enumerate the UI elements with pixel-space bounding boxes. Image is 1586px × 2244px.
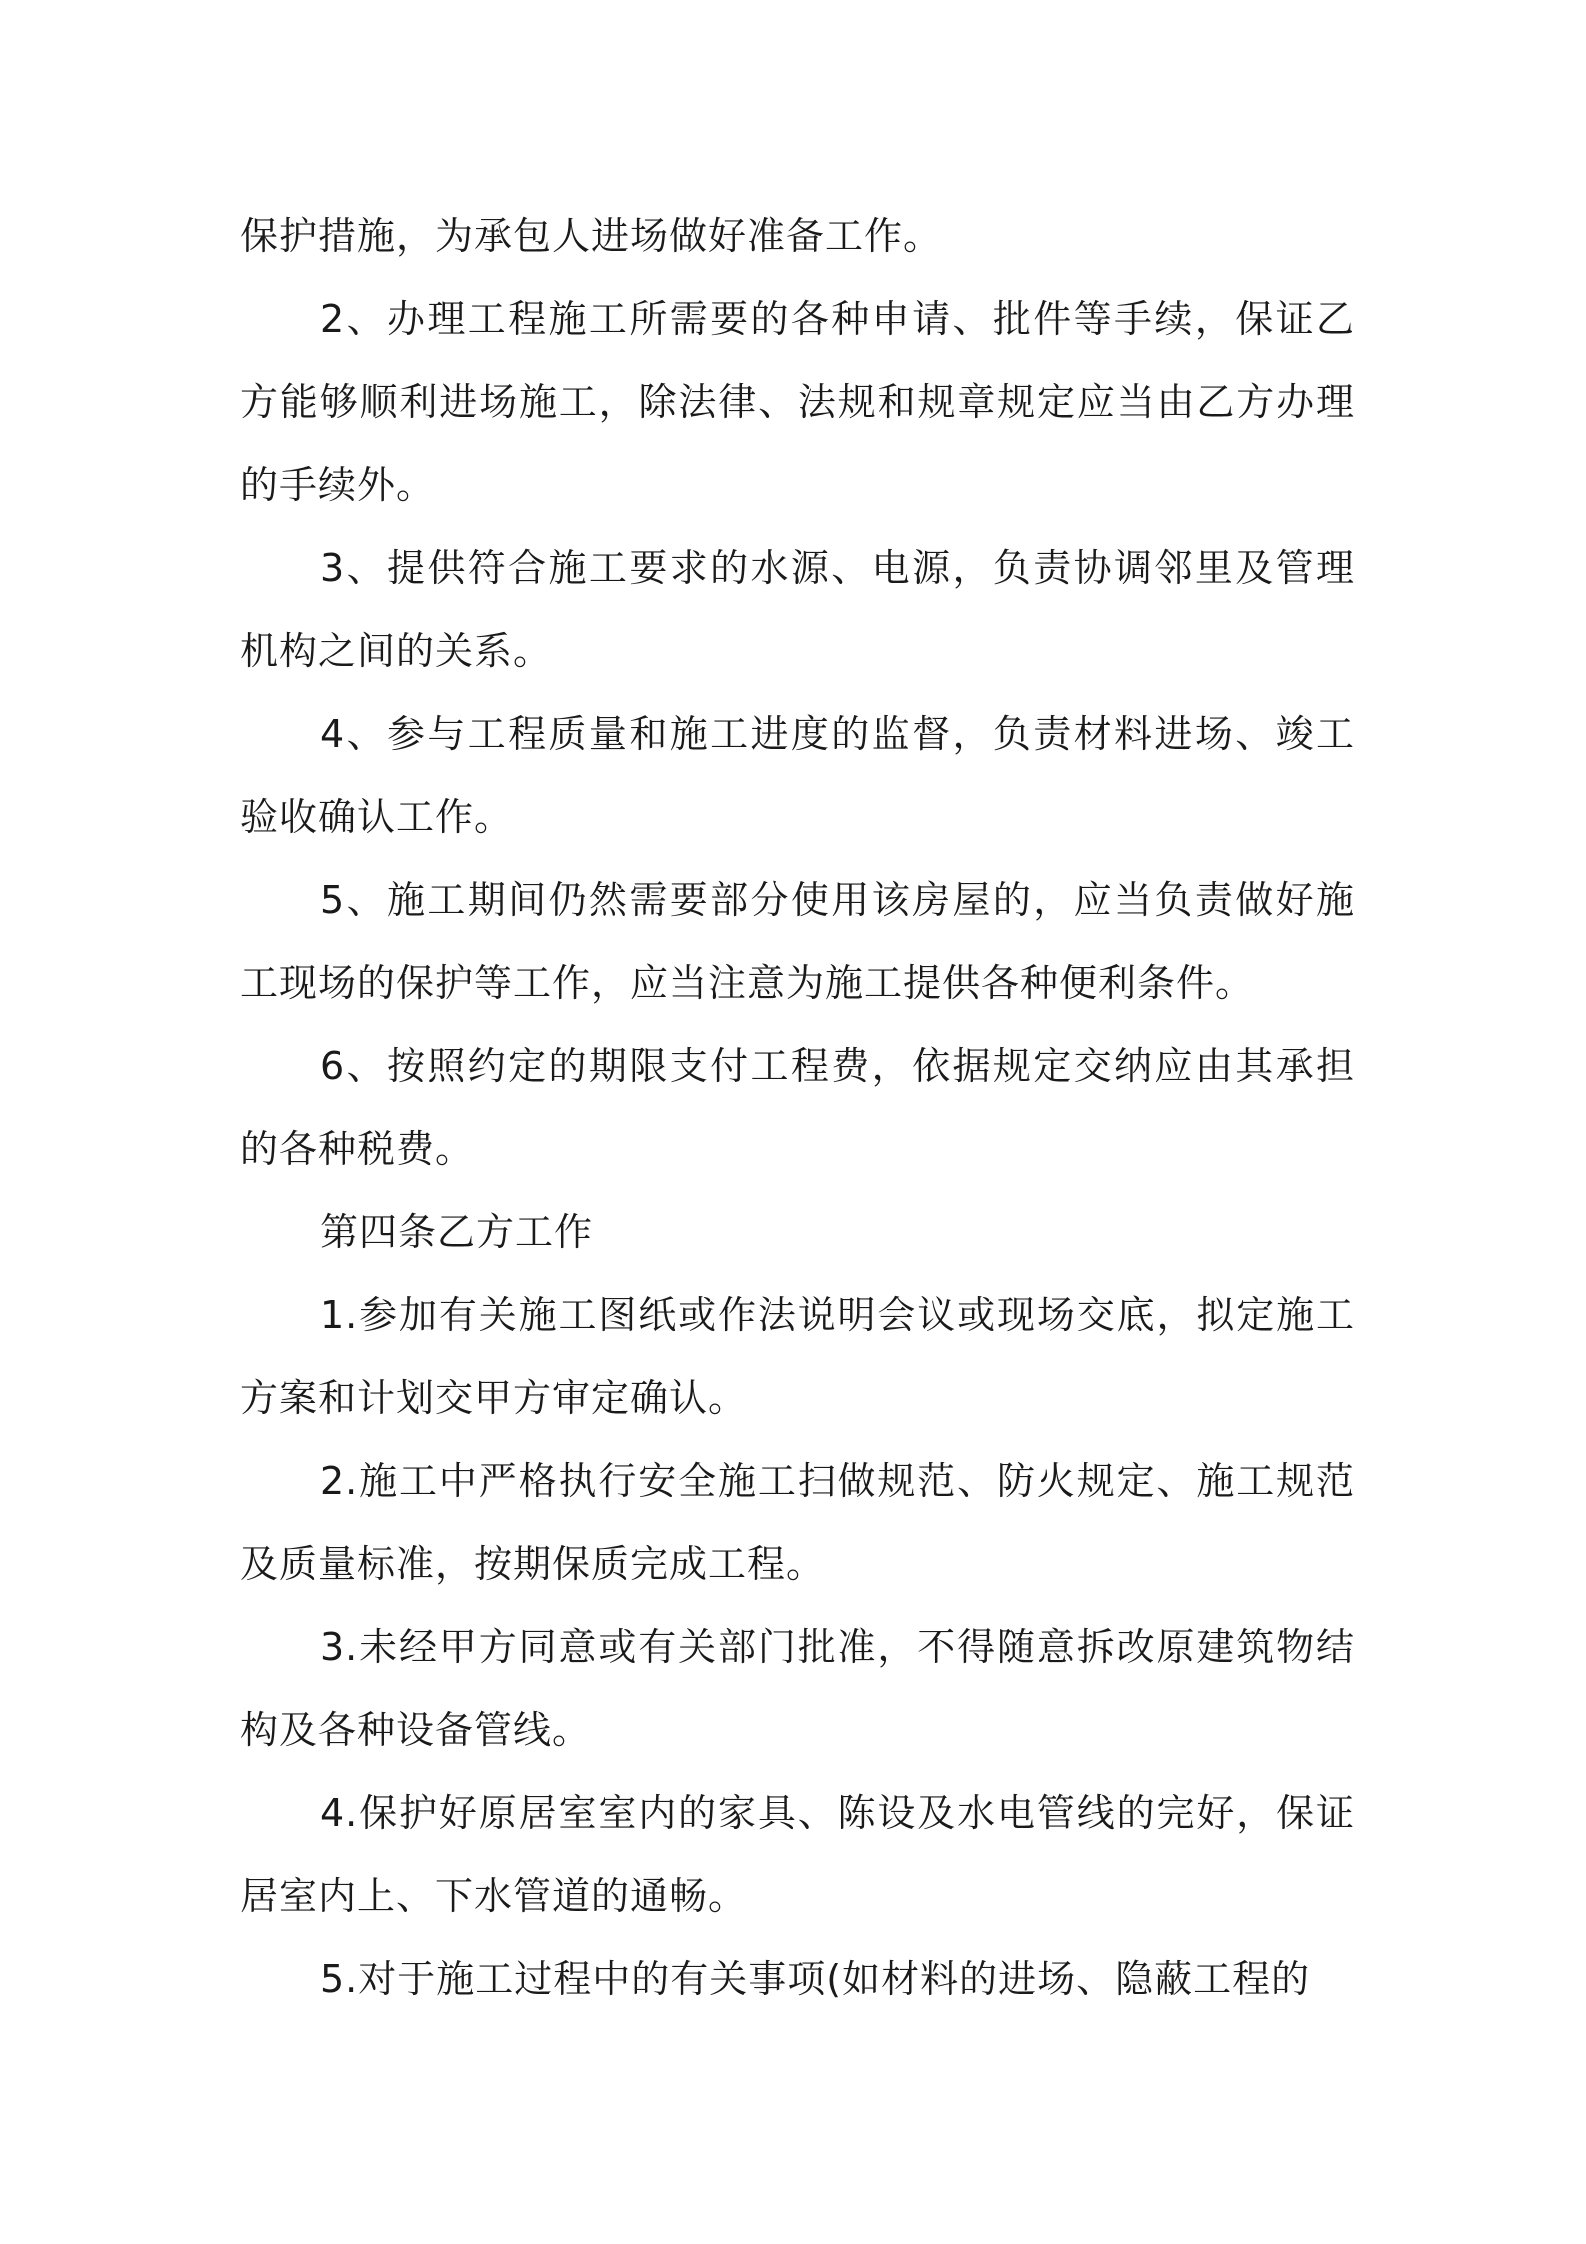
paragraph-item-4: 4、参与工程质量和施工进度的监督，负责材料进场、竣工验收确认工作。 — [240, 712, 1355, 839]
paragraph-item-b5: 5.对于施工过程中的有关事项(如材料的进场、隐蔽工程的 — [320, 1957, 1311, 2001]
paragraph-item-b3: 3.未经甲方同意或有关部门批准，不得随意拆改原建筑物结构及各种设备管线。 — [240, 1625, 1355, 1752]
paragraph-item-b1: 1.参加有关施工图纸或作法说明会议或现场交底，拟定施工方案和计划交甲方审定确认。 — [240, 1293, 1355, 1420]
paragraph-item-b4: 4.保护好原居室室内的家具、陈设及水电管线的完好，保证居室内上、下水管道的通畅。 — [240, 1791, 1355, 1918]
paragraph-item-6: 6、按照约定的期限支付工程费，依据规定交纳应由其承担的各种税费。 — [240, 1044, 1355, 1171]
document-body — [240, 195, 1355, 2021]
paragraph-item-2: 2、办理工程施工所需要的各种申请、批件等手续，保证乙方能够顺利进场施工，除法律、法规和规章规定应当由乙方办理的手续外。 — [240, 297, 1355, 507]
paragraph-item-3: 3、提供符合施工要求的水源、电源，负责协调邻里及管理机构之间的关系。 — [240, 546, 1355, 673]
paragraph-continuation: 保护措施，为承包人进场做好准备工作。 — [240, 214, 943, 258]
paragraph-item-5: 5、施工期间仍然需要部分使用该房屋的，应当负责做好施工现场的保护等工作，应当注意为施工提供各种便利条件。 — [240, 878, 1355, 1005]
section-heading: 第四条乙方工作 — [320, 1210, 594, 1254]
paragraph-item-b2: 2.施工中严格执行安全施工扫做规范、防火规定、施工规范及质量标准，按期保质完成工程。 — [240, 1459, 1355, 1586]
